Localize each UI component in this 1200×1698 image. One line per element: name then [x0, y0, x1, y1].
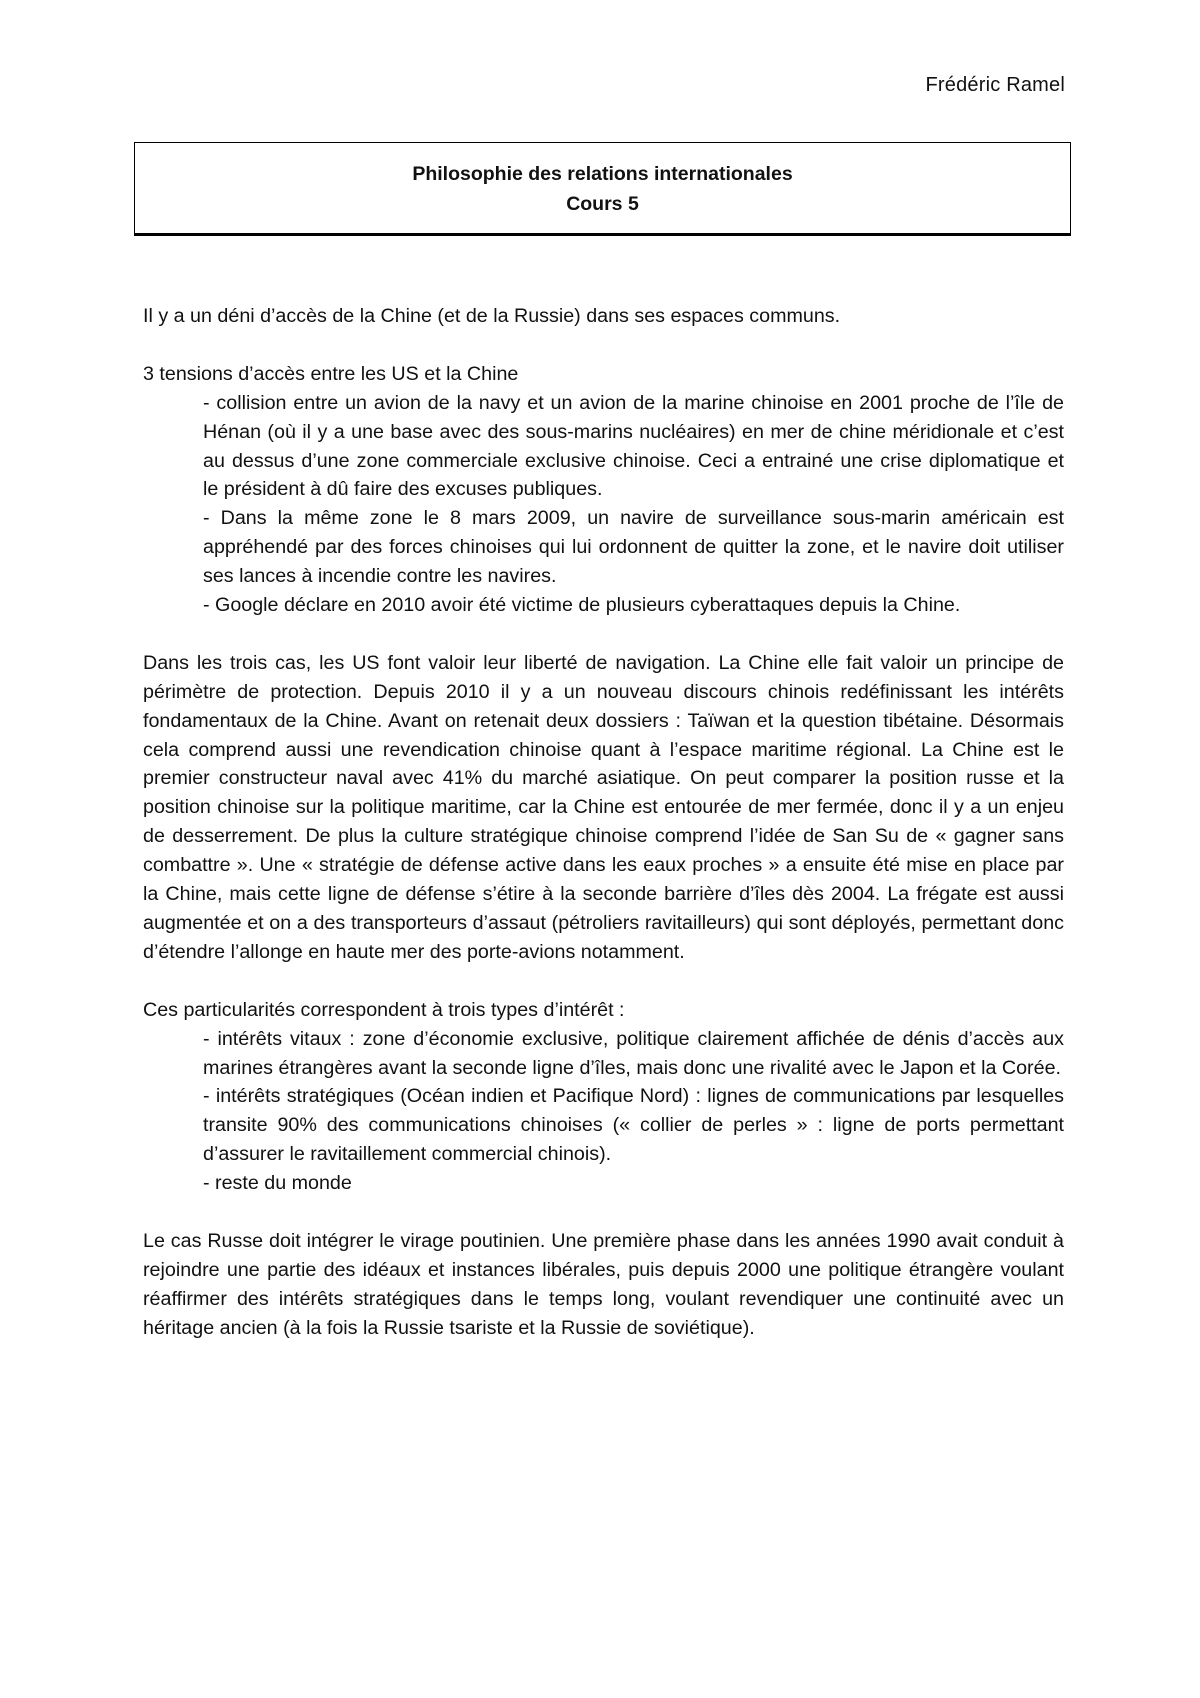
interest-item: - intérêts stratégiques (Océan indien et Pacifique Nord) : lignes de communications par lesquelles transite 90% des communications chinoises (« collier de perles » : ligne de ports permettant d’assurer le ravitaillement commercial chinois).	[203, 1085, 1064, 1166]
tension-item: - Google déclare en 2010 avoir été victime de plusieurs cyberattaques depuis la Chine.	[203, 594, 961, 617]
course-title: Philosophie des relations internationales	[412, 163, 793, 185]
interest-item: - intérêts vitaux : zone d’économie exclusive, politique clairement affichée de dénis d’accès aux marines étrangères avant la seconde ligne d’îles, mais donc une rivalité avec le Japon et la Corée.	[203, 1027, 1064, 1079]
course-number: Cours 5	[566, 193, 639, 215]
russia-paragraph: Le cas Russe doit intégrer le virage poutinien. Une première phase dans les années 1990 avait conduit à rejoindre une partie des idéaux et instances libérales, puis depuis 2000 une politique étrangère voulant réaffirmer des intérêts stratégiques dans le temps long, voulant revendiquer une continuité avec un héritage ancien (à la fois la Russie tsariste et la Russie de soviétique).	[143, 1229, 1064, 1339]
document-body	[143, 302, 1064, 1343]
title-box	[134, 142, 1071, 236]
interest-item: - reste du monde	[203, 1172, 352, 1195]
tension-item: - collision entre un avion de la navy et un avion de la marine chinoise en 2001 proche de l’île de Hénan (où il y a une base avec des sous-marins nucléaires) en mer de chine méridionale et c’est au dessus d’une zone commerciale exclusive chinoise. Ceci a entrainé une crise diplomatique et le président à dû faire des excuses publiques.	[203, 391, 1064, 501]
interests-heading: Ces particularités correspondent à trois types d’intérêt :	[143, 998, 625, 1021]
tensions-heading: 3 tensions d’accès entre les US et la Chine	[143, 362, 519, 385]
intro-paragraph: Il y a un déni d’accès de la Chine (et de la Russie) dans ses espaces communs.	[143, 305, 841, 327]
analysis-paragraph: Dans les trois cas, les US font valoir leur liberté de navigation. La Chine elle fait valoir un principe de périmètre de protection. Depuis 2010 il y a un nouveau discours chinois redéfinissant les intérêts fondamentaux de la Chine. Avant on retenait deux dossiers : Taïwan et la question tibétaine. Désormais cela comprend aussi une revendication chinoise quant à l’espace maritime régional. La Chine est le premier constructeur naval avec 41% du marché asiatique. On peut comparer la position russe et la position chinoise sur la politique maritime, car la Chine est entourée de mer fermée, donc il y a un enjeu de desserrement. De plus la culture stratégique chinoise comprend l’idée de San Su de « gagner sans combattre ». Une « stratégie de défense active dans les eaux proches » a ensuite été mise en place par la Chine, mais cette ligne de défense s’étire à la seconde barrière d’îles dès 2004. La frégate est aussi augmentée et on a des transporteurs d’assaut (pétroliers ravitailleurs) qui sont déployés, permettant donc d’étendre l’allonge en haute mer des porte-avions notamment.	[143, 651, 1064, 963]
author-name: Frédéric Ramel	[925, 74, 1065, 96]
tension-item: - Dans la même zone le 8 mars 2009, un navire de surveillance sous-marin américain est appréhendé par des forces chinoises qui lui ordonnent de quitter la zone, et le navire doit utiliser ses lances à incendie contre les navires.	[203, 507, 1064, 588]
